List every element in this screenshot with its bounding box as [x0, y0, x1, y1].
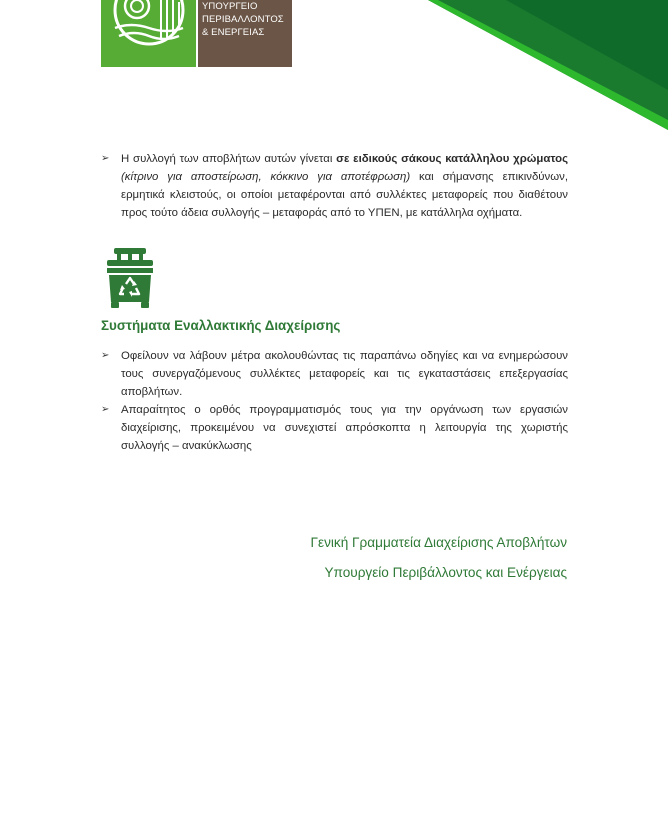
- bullet-text: Απαραίτητος ο ορθός προγραμματισμός τους για την οργάνωση των εργασιών διαχείρισης, προκειμένου να συνεχιστεί απρόσκοπτα η λειτουργία της χωριστής συλλογής – ανακύκλωσης: [121, 404, 568, 452]
- logo-emblem-icon: [101, 0, 196, 67]
- logo-text-line-1: ΥΠΟΥΡΓΕΙΟ: [202, 1, 258, 12]
- section-2-title: Συστήματα Εναλλακτικής Διαχείρισης: [101, 318, 341, 333]
- list-item: [101, 150, 569, 222]
- list-item: [101, 347, 568, 401]
- bullet-arrow-icon: ➢: [101, 350, 110, 361]
- logo-text-line-2: ΠΕΡΙΒΑΛΛΟΝΤΟΣ: [202, 14, 284, 25]
- logo-text-box: [198, 0, 292, 67]
- ministry-logo: [101, 0, 292, 67]
- paragraph-text-1: Η συλλογή των αποβλήτων αυτών γίνεται: [121, 153, 337, 165]
- bullet-arrow-icon: ➢: [101, 153, 110, 164]
- bullet-text: Οφείλουν να λάβουν μέτρα ακολουθώντας τις παραπάνω οδηγίες και να ενημερώσουν τους συνεργαζόμενους συλλέκτες μεταφορείς και τις εγκαταστάσεις επεξεργασίας αποβλήτων.: [121, 350, 568, 398]
- signature-line-1: Γενική Γραμματεία Διαχείρισης Αποβλήτων: [310, 535, 567, 550]
- paragraph-italic-text: (κίτρινο για αποστείρωση, κόκκινο για αποτέφρωση): [121, 171, 411, 183]
- paragraph-bold-text: σε ειδικούς σάκους κατάλληλου χρώματος: [336, 153, 569, 165]
- bullet-arrow-icon: ➢: [101, 404, 110, 415]
- corner-decoration: [428, 0, 668, 130]
- paragraph-text-2: και σήμανσης επικινδύνων, ερμητικά κλειστούς, οι οποίοι μεταφέρονται από συλλέκτες μεταφορείς που διαθέτουν προς τούτο άδεια συλλογής – μεταφοράς από το ΥΠΕΝ, με κατάλληλα οχήματα.: [121, 171, 568, 219]
- recycling-bin-icon: [107, 248, 153, 308]
- signature-line-2: Υπουργείο Περιβάλλοντος και Ενέργειας: [324, 565, 567, 580]
- logo-text-line-3: & ΕΝΕΡΓΕΙΑΣ: [202, 27, 265, 38]
- list-item: [101, 401, 568, 455]
